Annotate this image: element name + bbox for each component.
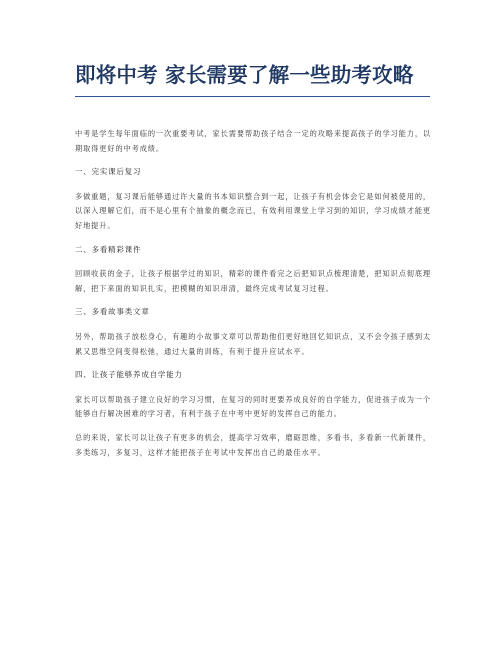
title-underline xyxy=(75,96,430,97)
document-title: 即将中考 家长需要了解一些助考攻略 xyxy=(75,63,414,87)
section-body-1: 多做重题，复习课后能够通过许大量的书本知识整合到一起，让孩子有机会体会它是如何被使用的，以深入理解它们，而不是心里有个抽象的概念而已，有效利用课堂上学习到的知识，学习成绩才能更好地提升。 xyxy=(75,191,431,230)
section-heading-3: 三、多看故事类文章 xyxy=(75,307,150,317)
intro-paragraph: 中考是学生每年面临的一次重要考试，家长需要帮助孩子结合一定的攻略来提高孩子的学习能力，以期取得更好的中考成绩。 xyxy=(75,129,431,153)
section-heading-1: 一、完实课后复习 xyxy=(75,167,142,177)
document-body xyxy=(75,127,431,469)
section-body-2: 回顾收获的金子，让孩子根据学过的知识，精彩的课件看完之后把知识点梳理清楚，把知识点彻底理解，把下来面的知识扎实，把模糊的知识串清，最终完成考试复习过程。 xyxy=(75,269,431,293)
section-heading-2: 二、多看精彩课件 xyxy=(75,244,142,254)
section-body-3: 另外，帮助孩子放松身心，有趣的小故事文章可以帮助他们更好地回忆知识点，又不会令孩子感到太累又思维空间变得松弛，通过大量的训练，有利于提升应试水平。 xyxy=(75,331,431,356)
section-heading-4: 四、让孩子能够养成自学能力 xyxy=(75,370,183,380)
conclusion-paragraph: 总的来说，家长可以让孩子有更多的机会，提高学习效率，磨砺思维，多看书，多看新一代新课件，多类练习，多复习，这样才能把孩子在考试中发挥出自己的最佳水平。 xyxy=(75,432,431,457)
section-body-4: 家长可以帮助孩子建立良好的学习习惯，在复习的同时更要养成良好的自学能力，促进孩子成为一个能够自行解决困难的学习者，有利于孩子在中考中更好的发挥自己的能力。 xyxy=(75,394,431,419)
